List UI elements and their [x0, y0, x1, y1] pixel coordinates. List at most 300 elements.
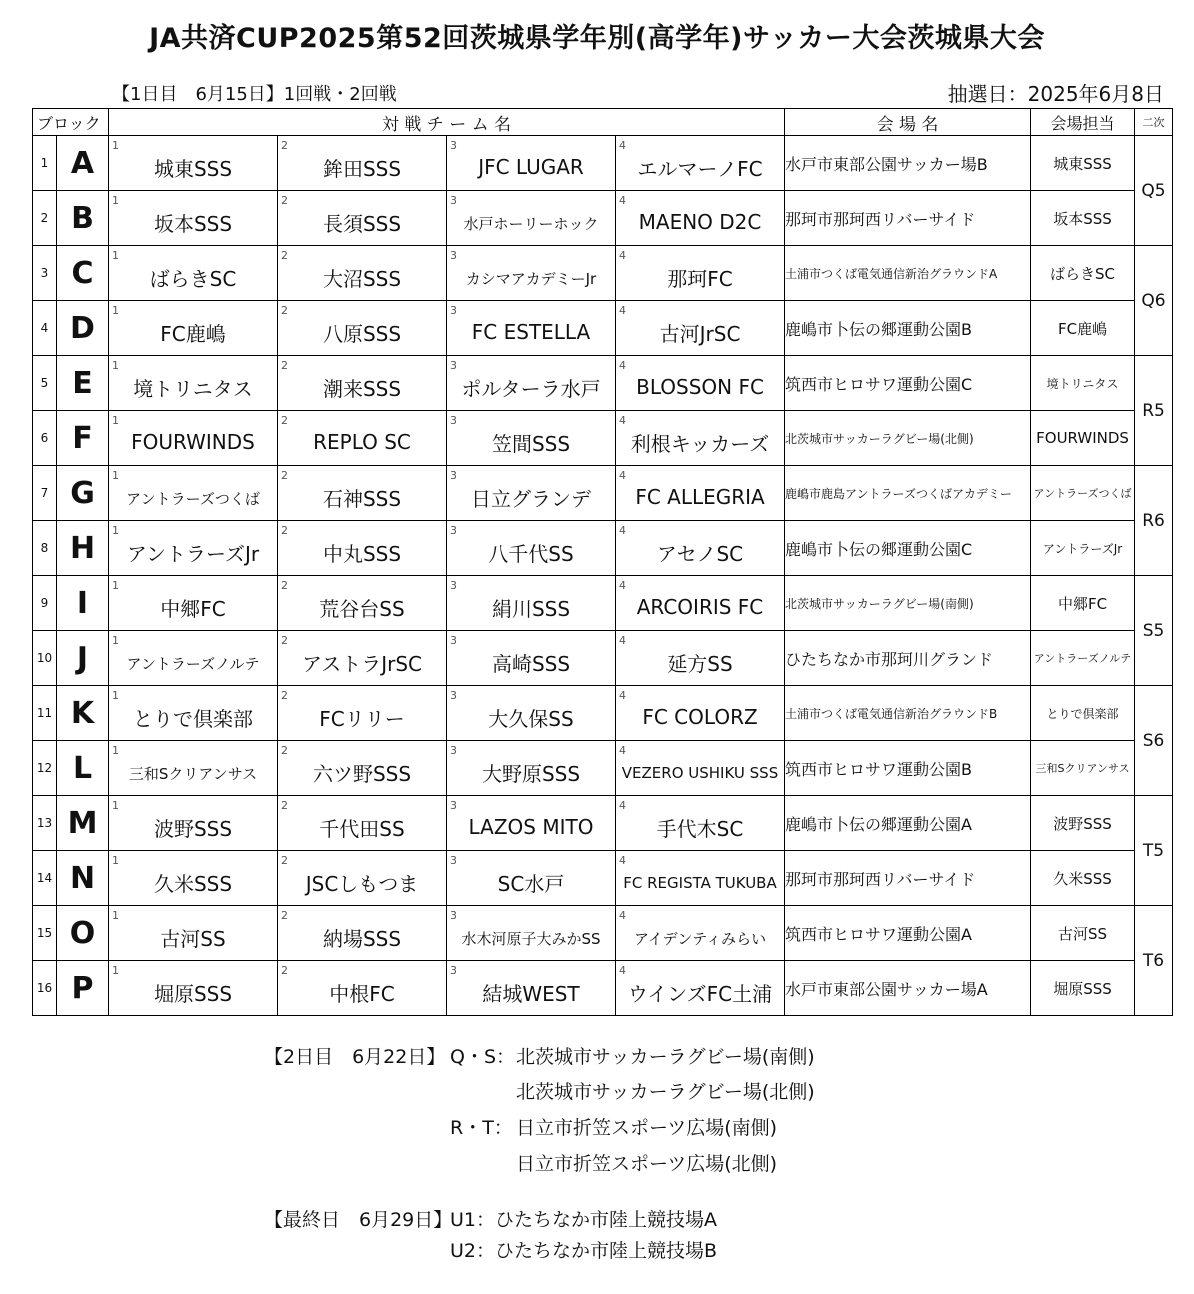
team-position-number: 3: [450, 469, 457, 482]
venue-person: 古河SS: [1031, 906, 1135, 961]
team-position-number: 4: [619, 469, 626, 482]
team-cell: [616, 411, 785, 466]
team-name: 延方SS: [667, 651, 733, 676]
team-cell: [447, 796, 616, 851]
team-name: FC ESTELLA: [471, 320, 591, 344]
second-round-slot: T6: [1135, 906, 1173, 1016]
team-cell: [109, 576, 278, 631]
team-name: FC REGISTA TUKUBA: [623, 874, 777, 892]
team-name: 日立グランデ: [471, 486, 591, 511]
venue-name: 北茨城市サッカーラグビー場(北側): [785, 411, 1031, 466]
team-name: BLOSSON FC: [636, 375, 764, 399]
block-number: 12: [33, 741, 57, 796]
team-position-number: 1: [112, 689, 119, 702]
header-venue-person: 会場担当: [1031, 109, 1135, 136]
team-cell: [447, 191, 616, 246]
team-cell: [278, 521, 447, 576]
team-cell: [109, 741, 278, 796]
team-position-number: 4: [619, 634, 626, 647]
team-position-number: 1: [112, 964, 119, 977]
team-name: 高崎SSS: [491, 651, 571, 676]
team-cell: [616, 576, 785, 631]
team-name: 那珂FC: [667, 266, 733, 291]
team-position-number: 2: [281, 139, 288, 152]
team-position-number: 4: [619, 249, 626, 262]
block-letter: O: [57, 906, 109, 961]
team-name: アントラーズつくば: [126, 489, 260, 508]
team-name: FOURWINDS: [131, 430, 255, 454]
table-row: [33, 576, 1173, 631]
block-letter: B: [57, 191, 109, 246]
block-letter: J: [57, 631, 109, 686]
team-name: FC COLORZ: [642, 705, 758, 729]
team-name: ARCOIRIS FC: [636, 595, 764, 619]
team-position-number: 2: [281, 909, 288, 922]
team-cell: [109, 191, 278, 246]
team-name: エルマーノFC: [637, 156, 763, 181]
team-cell: [109, 851, 278, 906]
block-number: 8: [33, 521, 57, 576]
team-position-number: 3: [450, 579, 457, 592]
team-name: 長須SSS: [322, 211, 402, 236]
team-name: アセノSC: [656, 541, 744, 566]
team-name: JSCしもつま: [305, 871, 419, 896]
team-cell: [447, 301, 616, 356]
team-name: 六ツ野SSS: [312, 761, 412, 786]
team-name: FC鹿嶋: [160, 321, 226, 346]
team-cell: [447, 686, 616, 741]
team-name: カシマアカデミーJr: [465, 269, 597, 288]
table-row: [33, 851, 1173, 906]
team-position-number: 2: [281, 414, 288, 427]
block-number: 4: [33, 301, 57, 356]
team-cell: [109, 906, 278, 961]
team-position-number: 1: [112, 579, 119, 592]
venue-name: 筑西市ヒロサワ運動公園A: [785, 906, 1031, 961]
venue-person: 境トリニタス: [1031, 356, 1135, 411]
team-cell: [278, 191, 447, 246]
team-position-number: 1: [112, 634, 119, 647]
team-cell: [447, 356, 616, 411]
venue-person: 坂本SSS: [1031, 191, 1135, 246]
block-number: 11: [33, 686, 57, 741]
team-name: VEZERO USHIKU SSS: [621, 764, 779, 782]
team-position-number: 4: [619, 524, 626, 537]
team-name: 久米SSS: [153, 871, 233, 896]
team-name: ポルターラ水戸: [461, 376, 601, 401]
team-name: 潮来SSS: [322, 376, 402, 401]
team-position-number: 3: [450, 139, 457, 152]
team-name: 利根キッカーズ: [630, 431, 770, 456]
team-name: 大久保SS: [488, 706, 574, 731]
team-name: 城東SSS: [153, 156, 233, 181]
team-cell: [616, 851, 785, 906]
team-name: アントラーズノルテ: [126, 654, 260, 673]
team-position-number: 2: [281, 194, 288, 207]
team-position-number: 4: [619, 964, 626, 977]
team-cell: [447, 521, 616, 576]
team-cell: [109, 631, 278, 686]
team-position-number: 2: [281, 524, 288, 537]
table-row: [33, 301, 1173, 356]
team-name: 三和Sクリアンサス: [128, 764, 258, 783]
block-letter: I: [57, 576, 109, 631]
team-position-number: 3: [450, 194, 457, 207]
team-cell: [616, 741, 785, 796]
team-cell: [616, 301, 785, 356]
venue-name: 那珂市那珂西リバーサイド: [785, 851, 1031, 906]
day2-qs-label: Q・S：: [450, 1046, 516, 1068]
block-number: 1: [33, 136, 57, 191]
day2-label: 【2日目 6月22日】: [264, 1046, 446, 1068]
team-cell: [109, 246, 278, 301]
block-letter: C: [57, 246, 109, 301]
block-letter: G: [57, 466, 109, 521]
block-number: 15: [33, 906, 57, 961]
team-position-number: 1: [112, 194, 119, 207]
table-row: [33, 356, 1173, 411]
team-name: FCリリー: [319, 706, 405, 731]
venue-person: とりで倶楽部: [1031, 686, 1135, 741]
table-row: [33, 136, 1173, 191]
venue-name: 筑西市ヒロサワ運動公園C: [785, 356, 1031, 411]
block-letter: A: [57, 136, 109, 191]
team-position-number: 3: [450, 689, 457, 702]
team-name: SC水戸: [497, 871, 565, 896]
team-position-number: 3: [450, 304, 457, 317]
team-name: 八原SSS: [322, 321, 402, 346]
team-cell: [447, 466, 616, 521]
venue-person: 三和Sクリアンサス: [1031, 741, 1135, 796]
team-name: とりで倶楽部: [133, 706, 253, 731]
team-position-number: 3: [450, 634, 457, 647]
header-block: ブロック: [33, 109, 109, 136]
team-position-number: 1: [112, 799, 119, 812]
team-position-number: 4: [619, 304, 626, 317]
team-name: 荒谷台SS: [319, 596, 405, 621]
team-cell: [616, 686, 785, 741]
team-position-number: 3: [450, 964, 457, 977]
venue-person: 中郷FC: [1031, 576, 1135, 631]
team-position-number: 3: [450, 854, 457, 867]
draw-date: 抽選日：2025年6月8日: [947, 82, 1164, 106]
day2-qs-venue-south: 北茨城市サッカーラグビー場(南側): [516, 1046, 815, 1068]
team-name: 絹川SSS: [491, 596, 571, 621]
team-cell: [278, 796, 447, 851]
team-position-number: 3: [450, 249, 457, 262]
team-cell: [278, 411, 447, 466]
team-cell: [616, 796, 785, 851]
block-number: 16: [33, 961, 57, 1016]
second-round-slot: R5: [1135, 356, 1173, 466]
team-name: 堀原SSS: [153, 981, 233, 1006]
team-position-number: 2: [281, 799, 288, 812]
team-name: MAENO D2C: [638, 210, 762, 234]
team-cell: [278, 851, 447, 906]
table-row: [33, 631, 1173, 686]
team-cell: [109, 521, 278, 576]
team-name: REPLO SC: [313, 430, 411, 454]
team-position-number: 3: [450, 909, 457, 922]
block-letter: E: [57, 356, 109, 411]
team-position-number: 4: [619, 414, 626, 427]
team-name: LAZOS MITO: [468, 815, 594, 839]
team-cell: [616, 631, 785, 686]
team-cell: [278, 356, 447, 411]
team-cell: [447, 631, 616, 686]
team-position-number: 1: [112, 909, 119, 922]
team-name: 結城WEST: [482, 981, 580, 1006]
venue-name: 筑西市ヒロサワ運動公園B: [785, 741, 1031, 796]
venue-name: 土浦市つくば電気通信新治グラウンドB: [785, 686, 1031, 741]
venue-person: 城東SSS: [1031, 136, 1135, 191]
table-row: [33, 961, 1173, 1016]
team-name: 水戸ホーリーホック: [463, 214, 599, 233]
block-letter: K: [57, 686, 109, 741]
venue-person: 波野SSS: [1031, 796, 1135, 851]
team-name: 坂本SSS: [153, 211, 233, 236]
team-name: 大沼SSS: [322, 266, 402, 291]
team-name: 笠間SSS: [491, 431, 571, 456]
team-cell: [278, 576, 447, 631]
table-row: [33, 906, 1173, 961]
team-position-number: 4: [619, 799, 626, 812]
team-position-number: 2: [281, 304, 288, 317]
block-number: 14: [33, 851, 57, 906]
venue-name: 水戸市東部公園サッカー場B: [785, 136, 1031, 191]
venue-name: 鹿嶋市卜伝の郷運動公園B: [785, 301, 1031, 356]
venue-person: アントラーズつくば: [1031, 466, 1135, 521]
team-name: ウインズFC土浦: [627, 981, 773, 1006]
table-row: [33, 686, 1173, 741]
team-position-number: 4: [619, 359, 626, 372]
team-cell: [616, 466, 785, 521]
team-cell: [447, 851, 616, 906]
table-row: [33, 191, 1173, 246]
team-cell: [447, 961, 616, 1016]
team-name: 中郷FC: [160, 596, 226, 621]
final-u2-venue: U2：ひたちなか市陸上競技場B: [450, 1240, 718, 1262]
team-cell: [278, 741, 447, 796]
block-number: 6: [33, 411, 57, 466]
team-cell: [278, 136, 447, 191]
team-cell: [447, 246, 616, 301]
team-position-number: 4: [619, 854, 626, 867]
table-row: [33, 246, 1173, 301]
block-letter: L: [57, 741, 109, 796]
team-name: 水木河原子大みかSS: [461, 929, 601, 948]
team-name: JFC LUGAR: [478, 155, 584, 179]
team-position-number: 4: [619, 194, 626, 207]
team-name: 大野原SSS: [481, 761, 581, 786]
team-position-number: 1: [112, 304, 119, 317]
block-letter: M: [57, 796, 109, 851]
second-round-slot: T5: [1135, 796, 1173, 906]
team-cell: [278, 631, 447, 686]
block-number: 10: [33, 631, 57, 686]
team-name: 千代田SS: [319, 816, 405, 841]
team-position-number: 4: [619, 139, 626, 152]
day2-rt-label: R・T：: [450, 1117, 513, 1139]
team-cell: [278, 906, 447, 961]
team-cell: [616, 961, 785, 1016]
venue-name: ひたちなか市那珂川グランド: [785, 631, 1031, 686]
team-cell: [109, 411, 278, 466]
venue-person: FC鹿嶋: [1031, 301, 1135, 356]
team-position-number: 1: [112, 469, 119, 482]
second-round-slot: Q5: [1135, 136, 1173, 246]
second-round-slot: R6: [1135, 466, 1173, 576]
second-round-slot: S6: [1135, 686, 1173, 796]
team-position-number: 1: [112, 139, 119, 152]
team-cell: [109, 301, 278, 356]
team-position-number: 2: [281, 744, 288, 757]
team-cell: [616, 356, 785, 411]
table-row: [33, 411, 1173, 466]
team-position-number: 1: [112, 744, 119, 757]
team-cell: [278, 301, 447, 356]
team-name: 古河SS: [160, 926, 226, 951]
team-position-number: 2: [281, 634, 288, 647]
team-position-number: 2: [281, 579, 288, 592]
team-position-number: 2: [281, 964, 288, 977]
team-position-number: 2: [281, 249, 288, 262]
final-label: 【最終日 6月29日】: [264, 1209, 453, 1231]
team-name: 八千代SS: [488, 541, 574, 566]
second-round-slot: S5: [1135, 576, 1173, 686]
day2-rt-venue-south: 日立市折笠スポーツ広場(南側): [516, 1117, 778, 1139]
team-position-number: 1: [112, 359, 119, 372]
table-header-row: [33, 109, 1173, 136]
bracket-table: [32, 108, 1173, 1016]
team-cell: [278, 961, 447, 1016]
team-name: アストラJrSC: [302, 651, 422, 676]
venue-person: 堀原SSS: [1031, 961, 1135, 1016]
block-number: 2: [33, 191, 57, 246]
team-name: 古河JrSC: [659, 321, 741, 346]
team-cell: [109, 686, 278, 741]
team-cell: [616, 521, 785, 576]
venue-person: ばらきSC: [1031, 246, 1135, 301]
venue-name: 水戸市東部公園サッカー場A: [785, 961, 1031, 1016]
team-name: ばらきSC: [149, 266, 237, 291]
block-number: 3: [33, 246, 57, 301]
team-cell: [616, 191, 785, 246]
venue-person: アントラーズノルテ: [1031, 631, 1135, 686]
team-name: アントラーズJr: [126, 541, 260, 566]
team-name: 波野SSS: [153, 816, 233, 841]
team-name: アイデンティみらい: [633, 929, 767, 948]
team-name: 鉾田SSS: [322, 156, 402, 181]
venue-person: アントラーズJr: [1031, 521, 1135, 576]
team-name: 石神SSS: [322, 486, 402, 511]
block-letter: N: [57, 851, 109, 906]
table-row: [33, 521, 1173, 576]
venue-name: 鹿嶋市卜伝の郷運動公園C: [785, 521, 1031, 576]
page-title: JA共済CUP2025第52回茨城県学年別(高学年)サッカー大会茨城県大会: [149, 23, 1045, 54]
table-row: [33, 796, 1173, 851]
header-matchups: 対 戦 チ ー ム 名: [109, 109, 785, 136]
venue-name: 土浦市つくば電気通信新治グラウンドA: [785, 246, 1031, 301]
second-round-slot: Q6: [1135, 246, 1173, 356]
team-position-number: 1: [112, 524, 119, 537]
team-position-number: 4: [619, 689, 626, 702]
team-cell: [278, 686, 447, 741]
team-position-number: 4: [619, 909, 626, 922]
team-cell: [616, 906, 785, 961]
day2-qs-venue-north: 北茨城市サッカーラグビー場(北側): [516, 1081, 815, 1103]
table-row: [33, 466, 1173, 521]
team-position-number: 1: [112, 854, 119, 867]
venue-person: 久米SSS: [1031, 851, 1135, 906]
team-cell: [109, 796, 278, 851]
block-letter: H: [57, 521, 109, 576]
team-position-number: 2: [281, 359, 288, 372]
header-second-round: 二次: [1135, 109, 1173, 136]
block-number: 7: [33, 466, 57, 521]
venue-name: 北茨城市サッカーラグビー場(南側): [785, 576, 1031, 631]
venue-person: FOURWINDS: [1031, 411, 1135, 466]
venue-name: 鹿嶋市卜伝の郷運動公園A: [785, 796, 1031, 851]
team-name: 中丸SSS: [322, 541, 402, 566]
team-cell: [616, 136, 785, 191]
block-letter: F: [57, 411, 109, 466]
team-position-number: 2: [281, 854, 288, 867]
team-position-number: 3: [450, 414, 457, 427]
team-position-number: 1: [112, 414, 119, 427]
header-venue: 会 場 名: [785, 109, 1031, 136]
team-cell: [447, 576, 616, 631]
team-cell: [109, 356, 278, 411]
team-cell: [109, 136, 278, 191]
team-cell: [447, 741, 616, 796]
team-cell: [447, 411, 616, 466]
table-row: [33, 741, 1173, 796]
bracket-body: [33, 136, 1173, 1016]
block-number: 5: [33, 356, 57, 411]
team-position-number: 4: [619, 744, 626, 757]
team-cell: [616, 246, 785, 301]
block-number: 13: [33, 796, 57, 851]
team-name: 境トリニタス: [133, 376, 253, 401]
day2-rt-venue-north: 日立市折笠スポーツ広場(北側): [516, 1153, 778, 1175]
team-position-number: 2: [281, 689, 288, 702]
block-number: 9: [33, 576, 57, 631]
team-position-number: 3: [450, 359, 457, 372]
team-position-number: 2: [281, 469, 288, 482]
team-name: 中根FC: [329, 981, 395, 1006]
team-name: FC ALLEGRIA: [635, 485, 765, 509]
team-cell: [447, 136, 616, 191]
team-cell: [109, 961, 278, 1016]
team-position-number: 3: [450, 744, 457, 757]
team-cell: [278, 246, 447, 301]
team-position-number: 4: [619, 579, 626, 592]
team-position-number: 3: [450, 524, 457, 537]
venue-name: 那珂市那珂西リバーサイド: [785, 191, 1031, 246]
final-u1-venue: U1：ひたちなか市陸上競技場A: [450, 1209, 717, 1231]
day1-label: 【1日目 6月15日】1回戦・2回戦: [112, 84, 397, 105]
team-cell: [447, 906, 616, 961]
team-position-number: 1: [112, 249, 119, 262]
team-cell: [109, 466, 278, 521]
team-cell: [278, 466, 447, 521]
block-letter: D: [57, 301, 109, 356]
venue-name: 鹿嶋市鹿島アントラーズつくばアカデミー: [785, 466, 1031, 521]
block-letter: P: [57, 961, 109, 1016]
team-position-number: 3: [450, 799, 457, 812]
team-name: 納場SSS: [322, 926, 402, 951]
